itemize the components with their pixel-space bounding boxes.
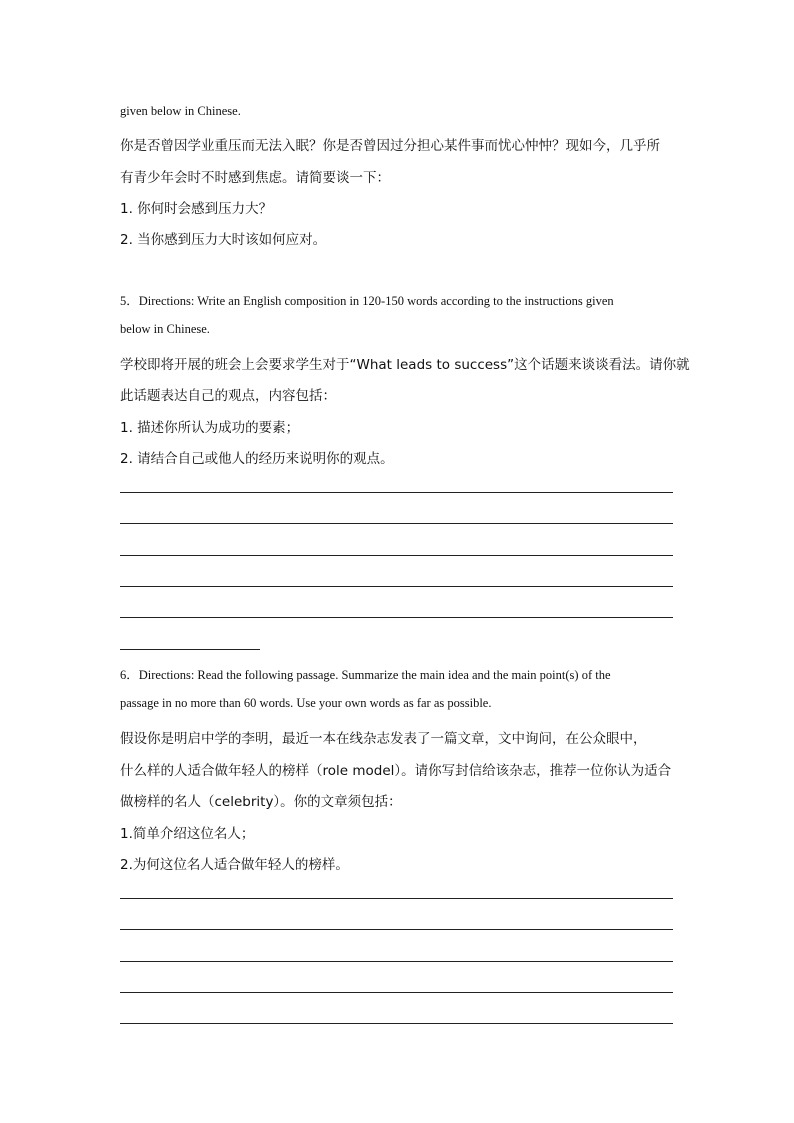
q6-directions-line-1: 6．Directions: Read the following passage. Summarize the main idea and the main point(s) of the [120,668,611,682]
q6-answer-line[interactable] [120,992,673,993]
q5-requirement-2: 2. 请结合自己或他人的经历来说明你的观点。 [120,451,394,467]
q6-answer-line[interactable] [120,961,673,962]
q4-prompt-line-1: 你是否曾因学业重压而无法入眠？你是否曾因过分担心某件事而忧心忡忡？现如今，几乎所 [120,138,660,154]
q6-prompt-line-2: 什么样的人适合做年轻人的榜样（role model）。请你写封信给该杂志，推荐一位你认为适合 [120,763,672,779]
q5-directions-line-2: below in Chinese. [120,322,210,336]
q6-answer-line[interactable] [120,1023,673,1024]
q5-requirement-1: 1. 描述你所认为成功的要素； [120,420,300,436]
q6-answer-line[interactable] [120,929,673,930]
q4-requirement-2: 2. 当你感到压力大时该如何应对。 [120,232,327,248]
q6-answer-line[interactable] [120,898,673,899]
q5-answer-line[interactable] [120,617,673,618]
q4-requirement-1: 1. 你何时会感到压力大？ [120,201,273,217]
q6-requirement-1: 1.简单介绍这位名人； [120,826,255,842]
q5-directions-line-1: 5．Directions: Write an English composition in 120-150 words according to the instructions given [120,294,614,308]
q6-prompt-line-3: 做榜样的名人（celebrity）。你的文章须包括： [120,794,402,810]
q5-answer-line[interactable] [120,586,673,587]
q4-directions-continuation: given below in Chinese. [120,104,241,118]
q5-answer-line[interactable] [120,523,673,524]
q4-prompt-line-2: 有青少年会时不时感到焦虑。请简要谈一下： [120,170,390,186]
q5-answer-line[interactable] [120,555,673,556]
q6-requirement-2: 2.为何这位名人适合做年轻人的榜样。 [120,857,349,873]
q5-answer-line-short[interactable] [120,649,260,650]
q6-directions-line-2: passage in no more than 60 words. Use your own words as far as possible. [120,696,492,710]
q5-prompt-line-1: 学校即将开展的班会上会要求学生对于“What leads to success”这个话题来谈谈看法。请你就 [120,357,690,373]
q5-answer-line[interactable] [120,492,673,493]
q6-prompt-line-1: 假设你是明启中学的李明，最近一本在线杂志发表了一篇文章，文中询问，在公众眼中， [120,731,647,747]
q5-prompt-line-2: 此话题表达自己的观点，内容包括： [120,388,336,404]
